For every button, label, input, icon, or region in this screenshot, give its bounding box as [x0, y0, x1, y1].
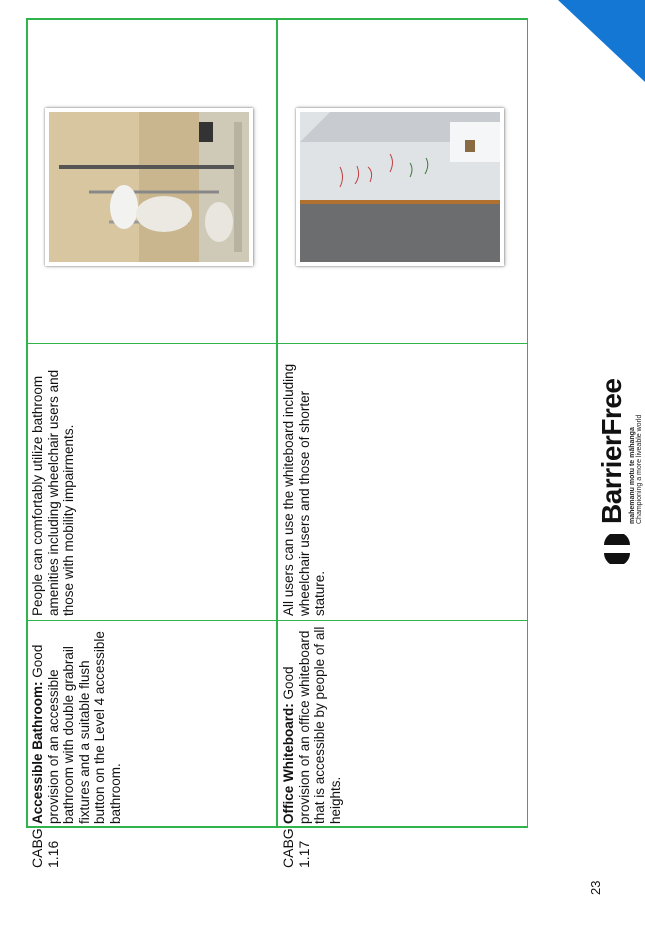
table-border-left — [26, 826, 528, 828]
brand-tagline: Championing a more liveable world — [636, 414, 643, 524]
row-title: Office Whiteboard: — [281, 703, 296, 824]
table-border-right — [26, 18, 528, 20]
row-description — [281, 624, 343, 824]
brand-tagline-maori: mahemanu motu te māhanga — [629, 427, 636, 524]
whiteboard-photo — [296, 108, 504, 266]
row-description-text: Good provision of an office whiteboard that is accessible by people of all heights. — [281, 626, 343, 824]
row-title: Accessible Bathroom: — [30, 681, 45, 824]
bathroom-photo-image — [49, 112, 249, 262]
whiteboard-photo-image — [300, 112, 500, 262]
row-impact: All users can use the whiteboard including wheelchair users and those of shorter stature. — [281, 363, 327, 616]
brand-name: BarrierFree — [596, 378, 627, 524]
row-id: CABG 1.17 — [280, 828, 312, 868]
table-border-bottom — [527, 18, 528, 828]
table-border-top — [26, 18, 28, 828]
row-description — [30, 624, 123, 824]
bathroom-photo — [45, 108, 253, 266]
table-col-divider-1 — [26, 620, 528, 621]
page-number: 23 — [588, 880, 603, 895]
row-impact: People can comfortably utilize bathroom amenities including wheelchair users and those with mobility impairments. — [30, 369, 76, 616]
row-id: CABG 1.16 — [29, 828, 61, 868]
barrierfree-logo — [596, 344, 641, 564]
table-row-divider — [276, 18, 278, 828]
row-description-text: Good provision of an accessible bathroom with double grabrail fixtures and a suitable flush button on the Level 4 accessible bathroom. — [30, 631, 123, 824]
barrierfree-mark-icon — [602, 534, 632, 564]
table-col-divider-2 — [26, 343, 528, 344]
